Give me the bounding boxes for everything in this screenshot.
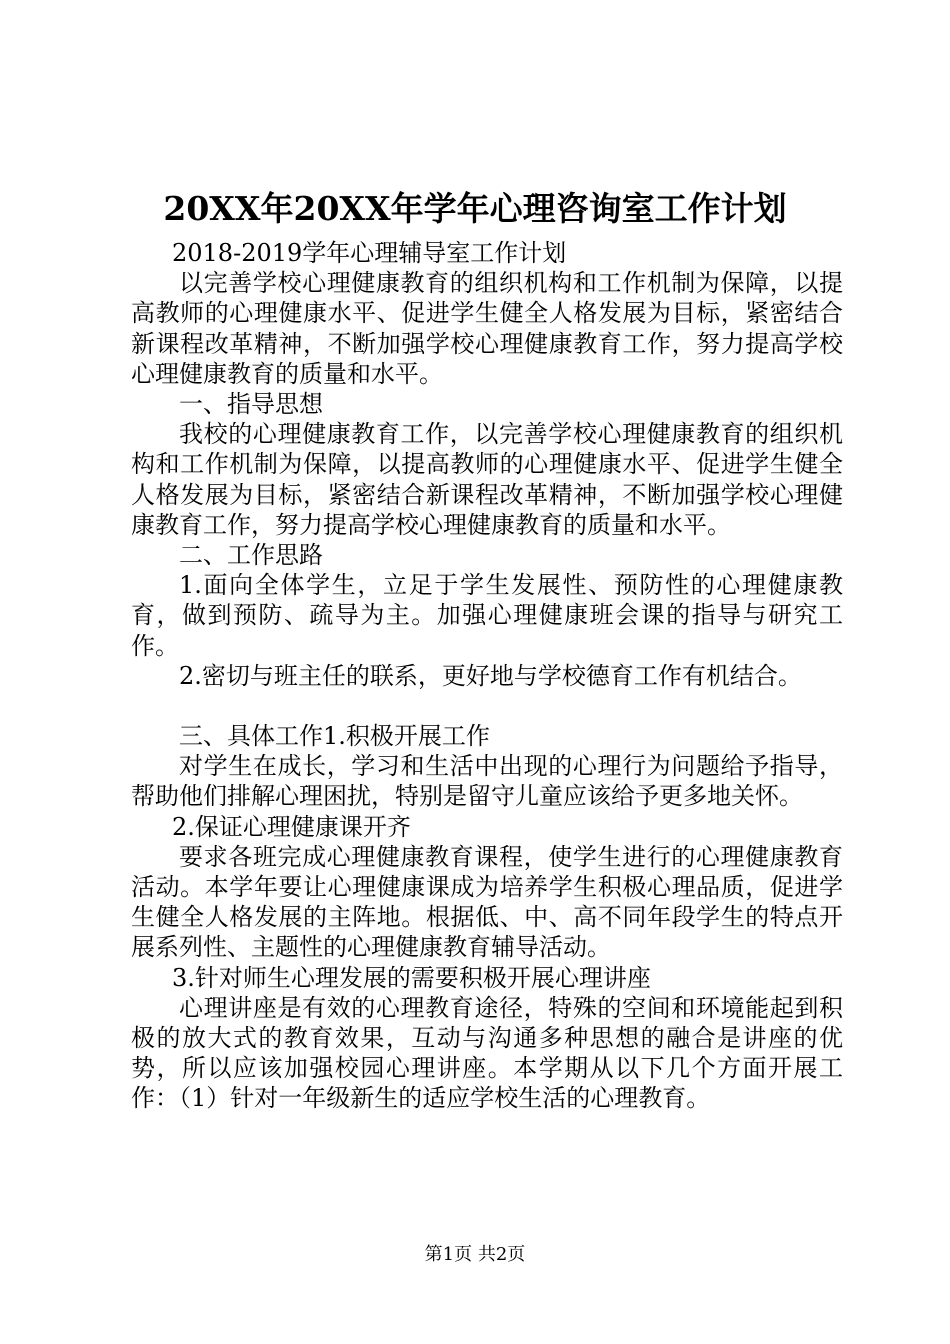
specific-work-paragraph-3: 心理讲座是有效的心理教育途径，特殊的空间和环境能起到积极的放大式的教育效果，互动与沟通多种思想的融合是讲座的优势，所以应该加强校园心理讲座。本学期从以下几个方面开展工作：（1）针对一年级新生的适应学校生活的心理教育。 bbox=[131, 993, 843, 1113]
document-subtitle: 2018-2019学年心理辅导室工作计划 bbox=[172, 239, 567, 267]
specific-work-item-3-heading: 3.针对师生心理发展的需要积极开展心理讲座 bbox=[172, 963, 651, 992]
section-heading-specific-work: 三、具体工作1.积极开展工作 bbox=[179, 722, 490, 751]
specific-work-paragraph-1: 对学生在成长，学习和生活中出现的心理行为问题给予指导，帮助他们排解心理困扰，特别是留守儿童应该给予更多地关怀。 bbox=[131, 752, 843, 811]
intro-paragraph: 以完善学校心理健康教育的组织机构和工作机制为保障，以提高教师的心理健康水平、促进学生健全人格发展为目标，紧密结合新课程改革精神，不断加强学校心理健康教育工作，努力提高学校心理健康教育的质量和水平。 bbox=[131, 269, 843, 388]
specific-work-item-2-heading: 2.保证心理健康课开齐 bbox=[172, 812, 411, 841]
section-paragraph-guiding-ideology: 我校的心理健康教育工作，以完善学校心理健康教育的组织机构和工作机制为保障，以提高教师的心理健康水平、促进学生健全人格发展为目标，紧密结合新课程改革精神，不断加强学校心理健康教育工作，努力提高学校心理健康教育的质量和水平。 bbox=[131, 420, 843, 539]
section-heading-guiding-ideology: 一、指导思想 bbox=[179, 390, 323, 419]
paragraph-spacer bbox=[131, 691, 843, 721]
section-heading-work-approach: 二、工作思路 bbox=[179, 541, 323, 570]
work-approach-item-2: 2.密切与班主任的联系，更好地与学校德育工作有机结合。 bbox=[179, 661, 802, 690]
page-footer: 第1页 共2页 bbox=[424, 1244, 526, 1265]
document-title: 20XX年20XX年学年心理咨询室工作计划 bbox=[163, 189, 787, 228]
document-body bbox=[131, 238, 843, 1114]
specific-work-paragraph-2: 要求各班完成心理健康教育课程，使学生进行的心理健康教育活动。本学年要让心理健康课成为培养学生积极心理品质，促进学生健全人格发展的主阵地。根据低、中、高不同年段学生的特点开展系列性、主题性的心理健康教育辅导活动。 bbox=[131, 842, 843, 962]
work-approach-item-1: 1.面向全体学生，立足于学生发展性、预防性的心理健康教育，做到预防、疏导为主。加强心理健康班会课的指导与研究工作。 bbox=[131, 571, 843, 660]
